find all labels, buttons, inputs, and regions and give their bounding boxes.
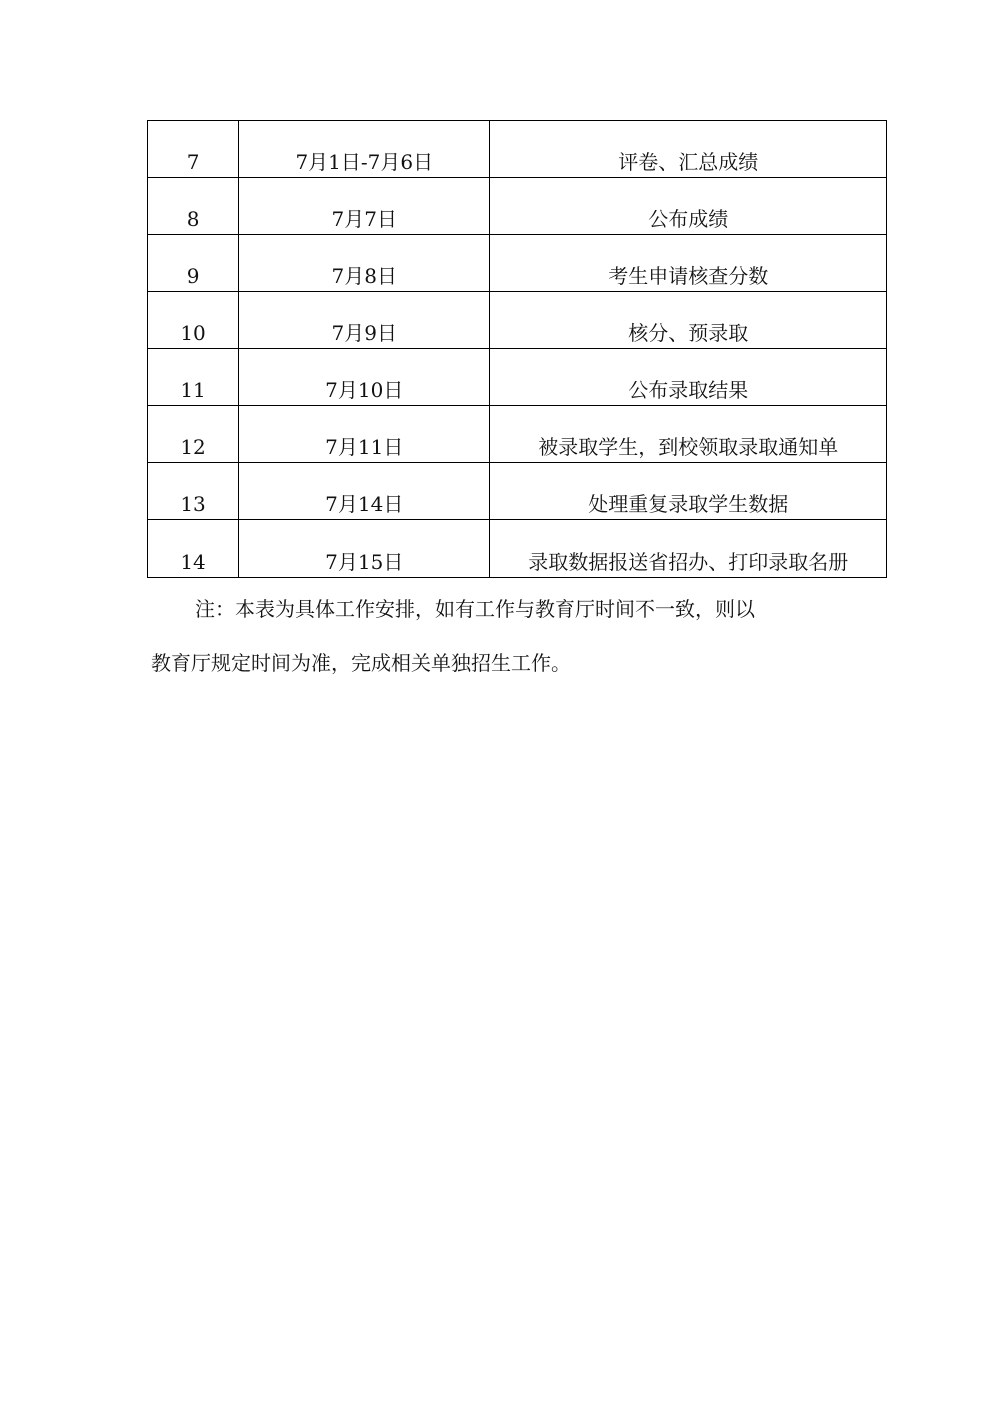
table-row: [148, 178, 887, 235]
row-date: 7月1日-7月6日: [239, 121, 490, 178]
row-number: 9: [148, 235, 239, 292]
row-task: 录取数据报送省招办、打印录取名册: [490, 520, 887, 578]
row-task: 被录取学生，到校领取录取通知单: [490, 406, 887, 463]
row-number: 11: [148, 349, 239, 406]
note-line-1: 注：本表为具体工作安排，如有工作与教育厅时间不一致，则以: [195, 597, 755, 621]
schedule-table: [147, 120, 887, 578]
row-task: 公布录取结果: [490, 349, 887, 406]
table-row: [148, 463, 887, 520]
table-row: [148, 349, 887, 406]
row-number: 7: [148, 121, 239, 178]
row-date: 7月14日: [239, 463, 490, 520]
row-number: 10: [148, 292, 239, 349]
row-number: 8: [148, 178, 239, 235]
row-task: 公布成绩: [490, 178, 887, 235]
row-task: 处理重复录取学生数据: [490, 463, 887, 520]
row-task: 考生申请核查分数: [490, 235, 887, 292]
row-number: 13: [148, 463, 239, 520]
table-row: [148, 121, 887, 178]
row-number: 12: [148, 406, 239, 463]
row-task: 核分、预录取: [490, 292, 887, 349]
row-date: 7月15日: [239, 520, 490, 578]
row-date: 7月10日: [239, 349, 490, 406]
row-task: 评卷、汇总成绩: [490, 121, 887, 178]
table-row: [148, 235, 887, 292]
row-date: 7月8日: [239, 235, 490, 292]
row-date: 7月7日: [239, 178, 490, 235]
table-row: [148, 406, 887, 463]
table-row: [148, 520, 887, 578]
note-line-2: 教育厅规定时间为准，完成相关单独招生工作。: [151, 651, 571, 675]
table-row: [148, 292, 887, 349]
row-date: 7月11日: [239, 406, 490, 463]
row-number: 14: [148, 520, 239, 578]
row-date: 7月9日: [239, 292, 490, 349]
